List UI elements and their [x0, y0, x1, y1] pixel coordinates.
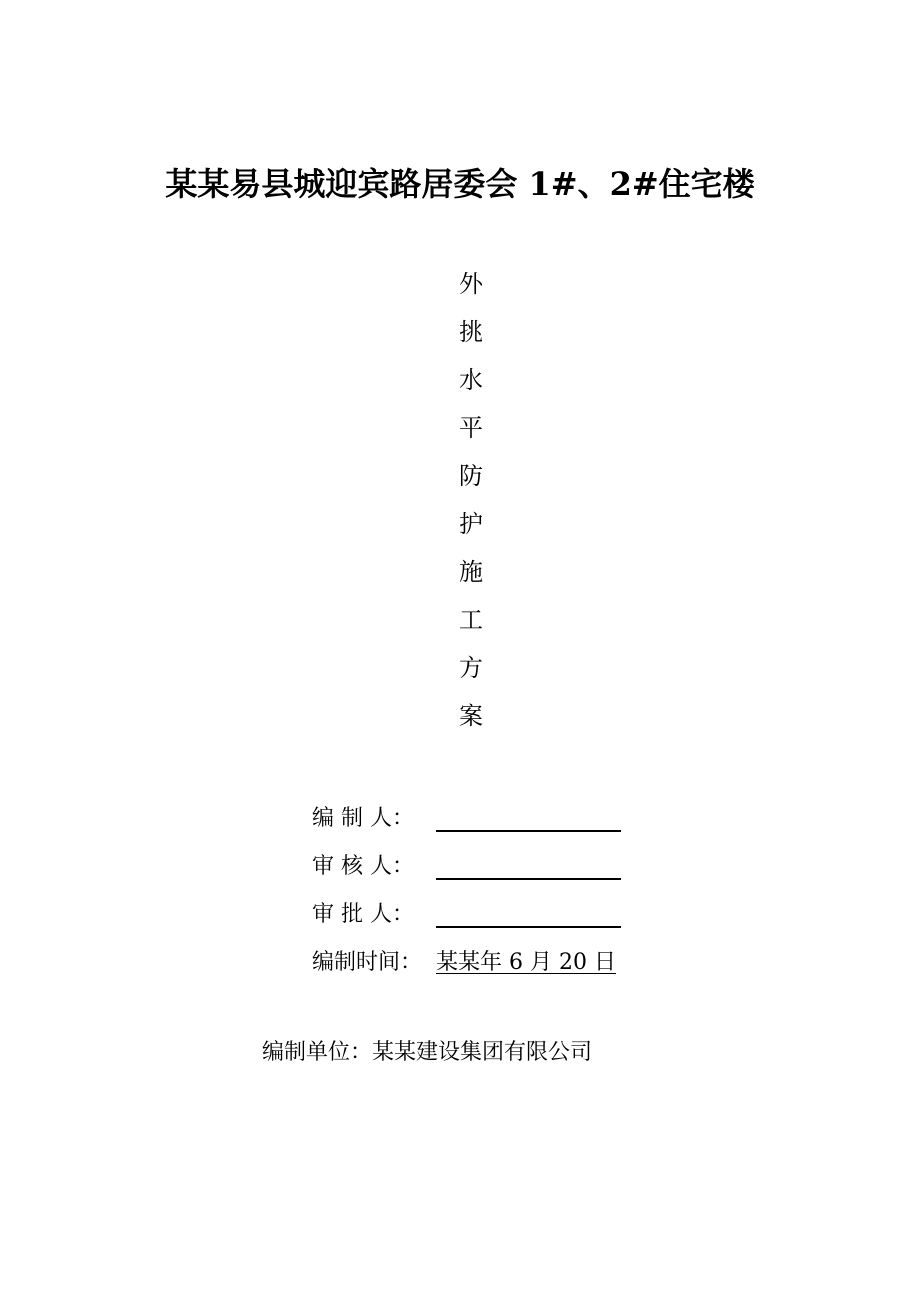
approver-row [312, 888, 652, 936]
subtitle-char: 施 [459, 558, 483, 586]
subtitle-char: 挑 [459, 318, 483, 346]
reviewer-signature-line [436, 848, 621, 880]
subtitle-char: 护 [459, 510, 483, 538]
date-label: 编制时间： [312, 950, 423, 975]
approver-label: 审 批 人： [312, 902, 414, 927]
subtitle-char: 平 [459, 414, 483, 442]
subtitle-char: 方 [459, 654, 483, 682]
subtitle-char: 防 [459, 462, 483, 490]
unit-label: 编制单位： [262, 1040, 373, 1065]
subtitle-char: 案 [459, 702, 483, 730]
subtitle-char: 工 [459, 606, 483, 634]
document-title: 某某易县城迎宾路居委会 1#、2#住宅楼 [165, 165, 755, 203]
compiler-signature-line [436, 800, 621, 832]
approver-signature-line [436, 896, 621, 928]
reviewer-row [312, 840, 652, 888]
subtitle-char: 外 [459, 270, 483, 298]
compiling-unit [262, 1033, 592, 1073]
reviewer-label: 审 核 人： [312, 854, 414, 879]
compiler-row [312, 792, 652, 840]
unit-value: 某某建设集团有限公司 [372, 1040, 593, 1065]
vertical-subtitle [430, 260, 512, 740]
signature-block [312, 792, 652, 984]
compiler-label: 编 制 人： [312, 806, 414, 831]
subtitle-char: 水 [459, 366, 483, 394]
date-value: 某某年 6 月 20 日 [436, 950, 616, 975]
date-row [312, 936, 652, 984]
